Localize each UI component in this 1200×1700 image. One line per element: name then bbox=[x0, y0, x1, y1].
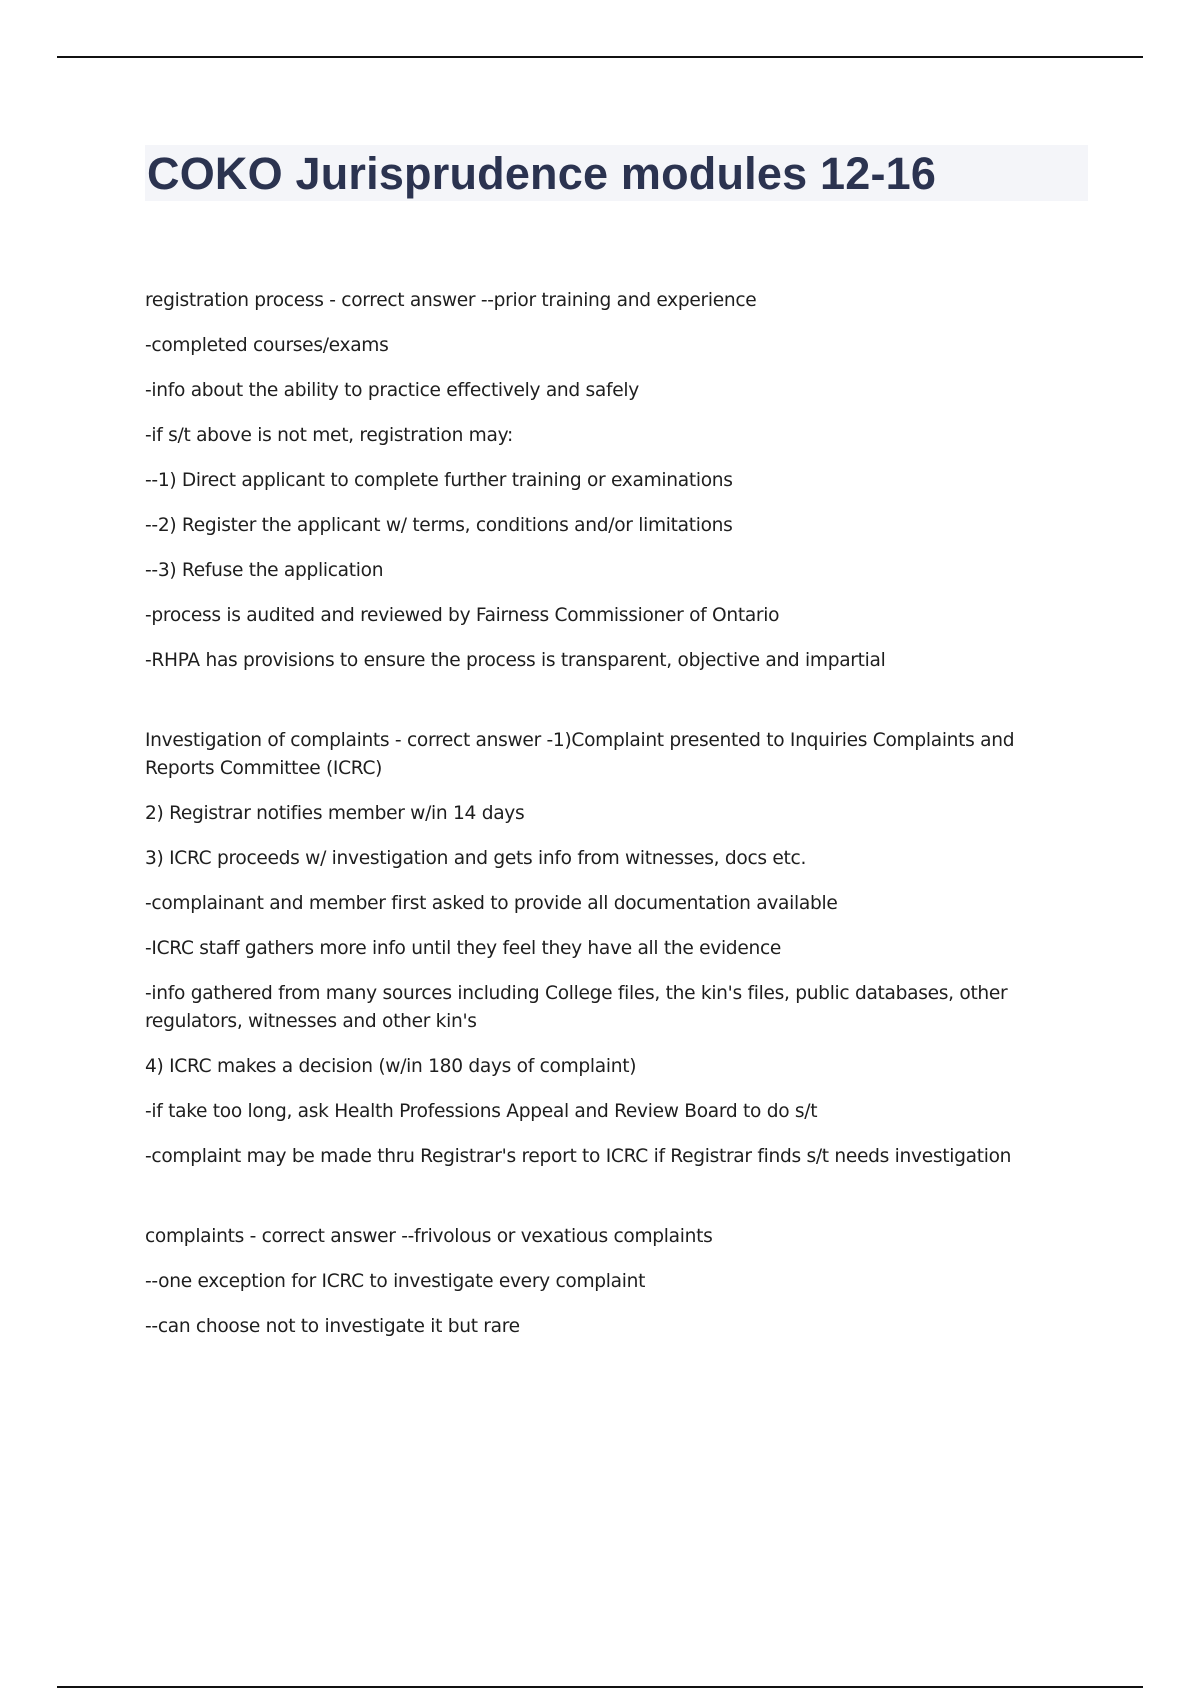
qa-line: -process is audited and reviewed by Fairness Commissioner of Ontario bbox=[145, 605, 780, 626]
document-title: COKO Jurisprudence modules 12-16 bbox=[147, 147, 937, 199]
qa-line: registration process - correct answer --prior training and experience bbox=[145, 290, 757, 311]
qa-line: --2) Register the applicant w/ terms, conditions and/or limitations bbox=[145, 515, 733, 536]
qa-line: -if s/t above is not met, registration may: bbox=[145, 425, 513, 446]
title-banner bbox=[145, 145, 1088, 201]
qa-line: -ICRC staff gathers more info until they feel they have all the evidence bbox=[145, 938, 781, 959]
qa-line: -complaint may be made thru Registrar's report to ICRC if Registrar finds s/t needs investigation bbox=[145, 1146, 1012, 1167]
qa-line: --1) Direct applicant to complete further training or examinations bbox=[145, 470, 733, 491]
qa-line: -RHPA has provisions to ensure the process is transparent, objective and impartial bbox=[145, 650, 886, 671]
qa-line: Investigation of complaints - correct answer -1)Complaint presented to Inquiries Complaints and Reports Committee (ICRC) bbox=[145, 730, 1020, 779]
qa-line: 2) Registrar notifies member w/in 14 days bbox=[145, 803, 525, 824]
qa-line: -complainant and member first asked to provide all documentation available bbox=[145, 893, 838, 914]
qa-item-investigation-of-complaints bbox=[145, 727, 1088, 1171]
bottom-divider bbox=[57, 1686, 1143, 1688]
qa-line: -if take too long, ask Health Professions Appeal and Review Board to do s/t bbox=[145, 1101, 818, 1122]
qa-line: -completed courses/exams bbox=[145, 335, 389, 356]
top-divider bbox=[57, 56, 1143, 58]
qa-line: 4) ICRC makes a decision (w/in 180 days of complaint) bbox=[145, 1056, 637, 1077]
qa-line: --can choose not to investigate it but rare bbox=[145, 1316, 520, 1337]
qa-list bbox=[145, 287, 1088, 1341]
qa-item-registration-process bbox=[145, 287, 1088, 675]
qa-line: --3) Refuse the application bbox=[145, 560, 384, 581]
document-body bbox=[145, 145, 1088, 1393]
qa-line: 3) ICRC proceeds w/ investigation and gets info from witnesses, docs etc. bbox=[145, 848, 807, 869]
qa-line: -info about the ability to practice effectively and safely bbox=[145, 380, 639, 401]
qa-line: --one exception for ICRC to investigate every complaint bbox=[145, 1271, 646, 1292]
qa-line: complaints - correct answer --frivolous or vexatious complaints bbox=[145, 1226, 713, 1247]
qa-line: -info gathered from many sources including College files, the kin's files, public databases, other regulators, witnesses and other kin's bbox=[145, 983, 1014, 1032]
qa-item-complaints bbox=[145, 1223, 1088, 1341]
